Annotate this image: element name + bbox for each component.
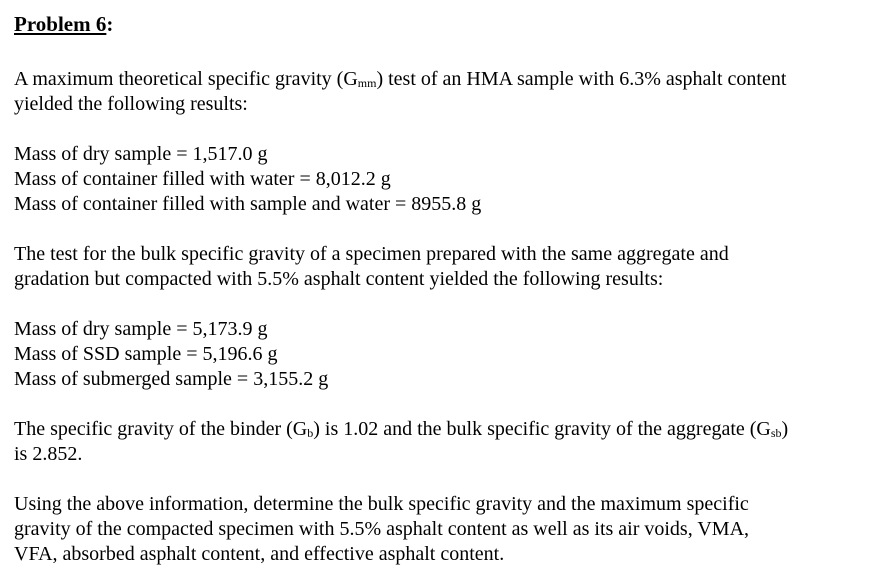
gmm-item-container-sample-water: Mass of container filled with sample and water = 8955.8 g [14,193,482,215]
spacer [14,217,880,242]
problem-title-text: Problem 6 [14,12,107,36]
spacer [14,117,880,142]
intro-text-b: ) test of an HMA sample with 6.3% asphalt content [376,68,787,90]
spacer [14,467,880,492]
bulk-item-ssd-mass: Mass of SSD sample = 5,196.6 g [14,343,278,365]
task-line-2: gravity of the compacted specimen with 5.5% asphalt content as well as its air voids, VMA, [14,518,750,540]
gmm-item-dry-mass: Mass of dry sample = 1,517.0 g [14,143,268,165]
problem-title-colon: : [106,12,114,36]
gsb-subscript: sb [770,426,782,440]
gmm-item-container-water: Mass of container filled with water = 8,012.2 g [14,168,391,190]
intro-line-1 [14,67,880,92]
spacer [14,292,880,317]
gravity-info-line-2: is 2.852. [14,443,83,465]
spacer [14,42,880,67]
task-line-3: VFA, absorbed asphalt content, and effective asphalt content. [14,543,505,565]
gravity-text-b: ) is 1.02 and the bulk specific gravity of the aggregate (G [313,418,771,440]
spacer [14,392,880,417]
problem-document [14,6,880,567]
intro-text-a: A maximum theoretical specific gravity (G [14,68,358,90]
gravity-info-line-1 [14,417,880,442]
gravity-text-c: ) [781,418,789,440]
bulk-intro-line-2: gradation but compacted with 5.5% asphalt content yielded the following results: [14,268,664,290]
problem-title [14,6,880,42]
task-line-1: Using the above information, determine the bulk specific gravity and the maximum specific [14,493,749,515]
intro-line-2: yielded the following results: [14,93,248,115]
bulk-item-submerged-mass: Mass of submerged sample = 3,155.2 g [14,368,329,390]
gmm-subscript: mm [357,76,377,90]
bulk-item-dry-mass: Mass of dry sample = 5,173.9 g [14,318,268,340]
bulk-intro-line-1: The test for the bulk specific gravity of a specimen prepared with the same aggregate and [14,243,729,265]
gravity-text-a: The specific gravity of the binder (G [14,418,308,440]
gb-subscript: b [307,426,314,440]
